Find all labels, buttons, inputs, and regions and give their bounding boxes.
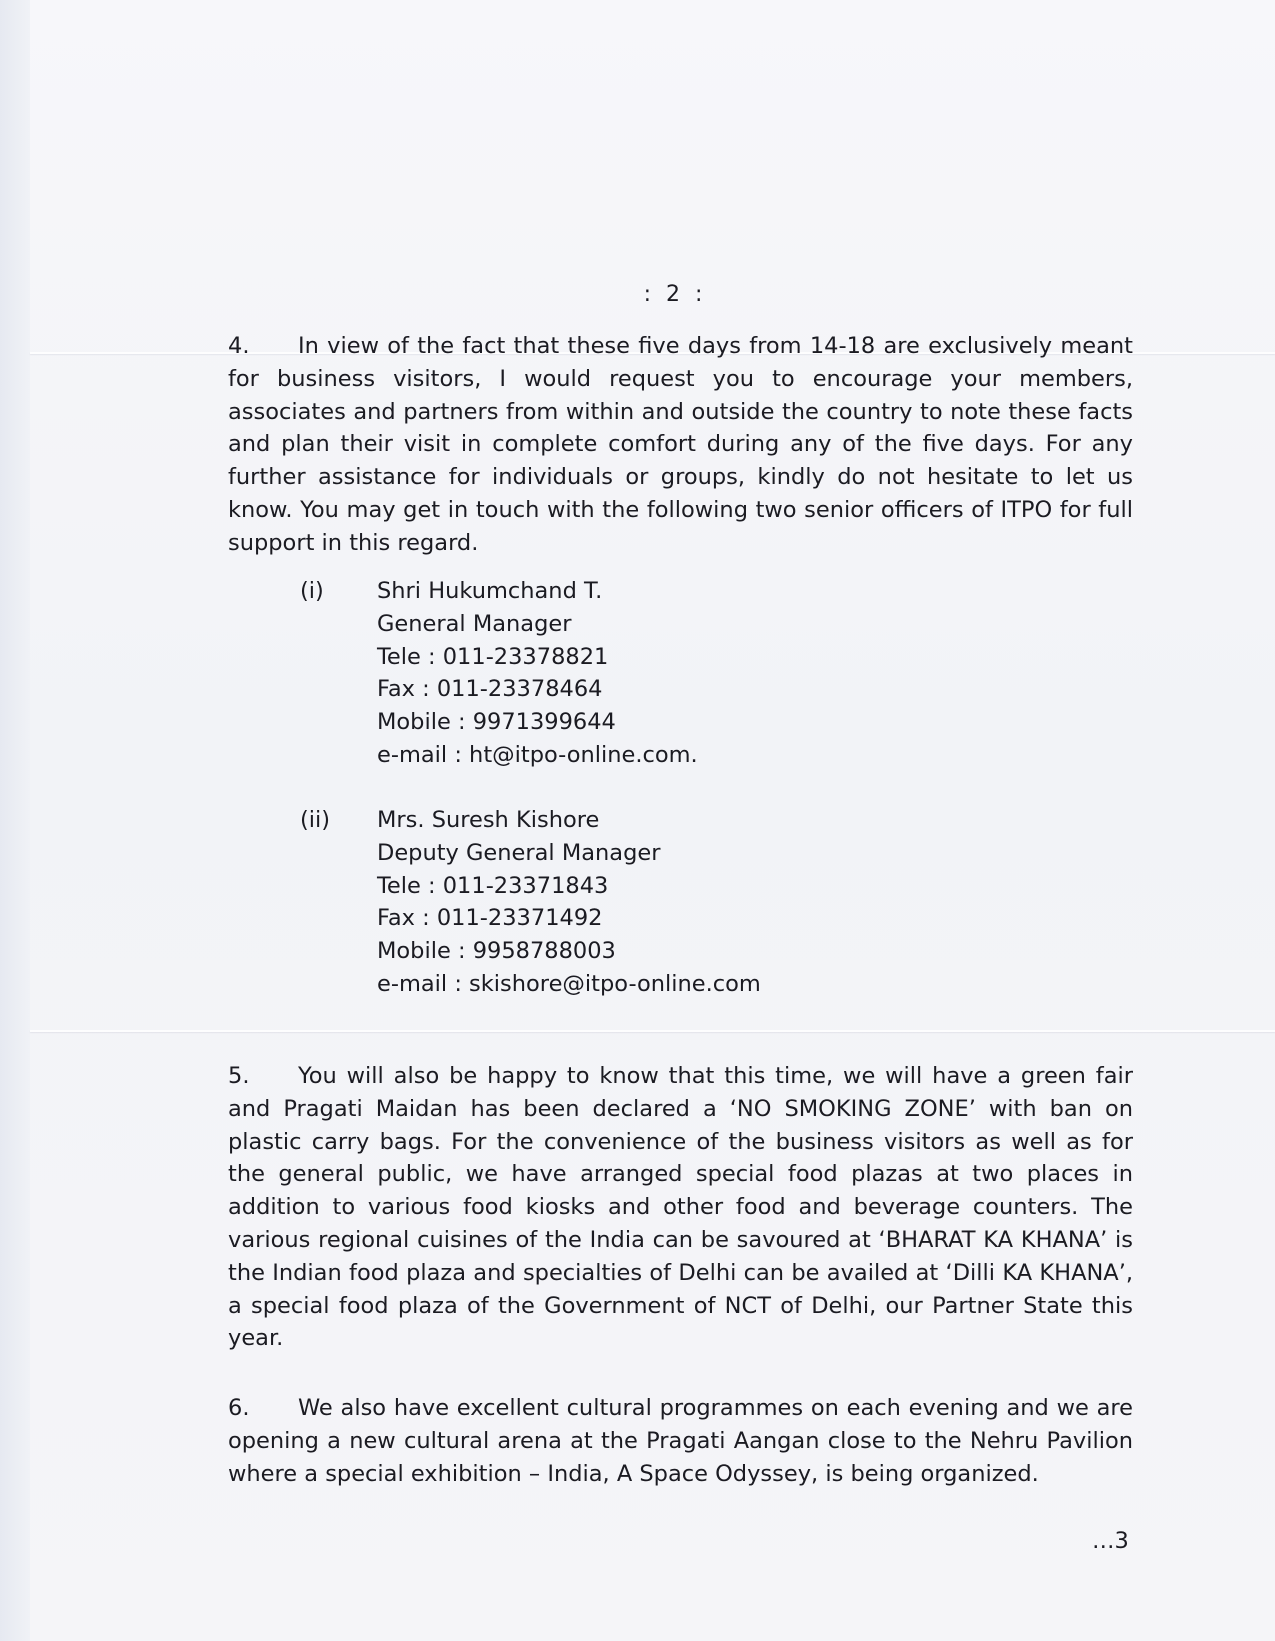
contact-email: e-mail : ht@itpo-online.com. (377, 741, 698, 768)
contact-name: Mrs. Suresh Kishore (377, 807, 600, 833)
paragraph-4 (228, 330, 1133, 560)
paper-fold-line (30, 1030, 1275, 1032)
paragraph-6 (228, 1392, 1133, 1490)
scan-edge (0, 0, 30, 1641)
paragraph-number: 4. (228, 333, 250, 359)
page-number: : 2 : (643, 282, 707, 307)
paragraph-number: 5. (228, 1063, 250, 1089)
paragraph-number: 6. (228, 1395, 250, 1421)
paragraph-text: We also have excellent cultural programmes on each evening and we are opening a new cultural arena at the Pragati Aangan close to the Nehru Pavilion where a special exhibition – India, A Space Odyssey, is being organized. (228, 1395, 1133, 1487)
contact-tele: Tele : 011-23378821 (377, 643, 609, 670)
contact-mobile: Mobile : 9958788003 (377, 938, 616, 965)
contact-label: (i) (300, 578, 324, 604)
contact-tele: Tele : 011-23371843 (377, 872, 609, 899)
contact-label: (ii) (300, 807, 331, 833)
continuation-marker: …3 (1092, 1528, 1129, 1554)
contact-name: Shri Hukumchand T. (377, 578, 603, 604)
paragraph-text: In view of the fact that these five days from 14-18 are exclusively meant for business visitors, I would request you to encourage your members, associates and partners from within and outside the country to note these facts and plan their visit in complete comfort during any of the five days. For any further assistance for individuals or groups, kindly do not hesitate to let us know. You may get in touch with the following two senior officers of ITPO for full support in this regard. (228, 333, 1133, 556)
paragraph-5 (228, 1060, 1133, 1355)
contact-mobile: Mobile : 9971399644 (377, 709, 616, 736)
contact-email: e-mail : skishore@itpo-online.com (377, 970, 761, 997)
contact-designation: General Manager (377, 610, 572, 637)
contact-fax: Fax : 011-23378464 (377, 676, 603, 703)
contact-fax: Fax : 011-23371492 (377, 905, 603, 932)
contact-designation: Deputy General Manager (377, 839, 661, 866)
paragraph-text: You will also be happy to know that this time, we will have a green fair and Pragati Maidan has been declared a ‘NO SMOKING ZONE’ with ban on plastic carry bags. For the convenience of the business visitors as well as for the general public, we have arranged special food plazas at two places in addition to various food kiosks and other food and beverage counters. The various regional cuisines of the India can be savoured at ‘BHARAT KA KHANA’ is the Indian food plaza and specialties of Delhi can be availed at ‘Dilli KA KHANA’, a special food plaza of the Government of NCT of Delhi, our Partner State this year. (228, 1063, 1133, 1352)
